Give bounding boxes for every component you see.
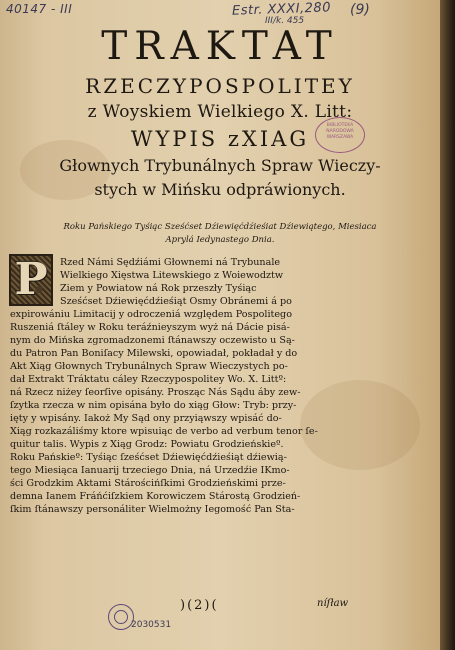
handwritten-number: (9)	[350, 2, 370, 18]
body-line: demna Ianem Fráńćiſzkiem Korowiczem Stárostą Grodzień-	[10, 491, 301, 502]
stamp-text-1: BIBLIOTEKA	[326, 123, 354, 128]
body-line: dał Extrakt Tráktatu cáley Rzeczypospolitey Wo. X. Littº:	[10, 374, 287, 385]
title-line-3: z Woyskiem Wielkiego X. Litt:	[87, 102, 353, 122]
body-line: Rzed Námi Sędźiámi Głownemi ná Trybunale	[60, 257, 281, 268]
stamp-text-2: NARODOWA	[326, 129, 354, 134]
body-line: nym do Mińska zgromadzonemi ſtánawszy oczewisto u Są-	[10, 335, 295, 346]
body-line: Wielkiego Xięstwa Litewskiego z Woiewodztw	[60, 270, 284, 281]
handwritten-shelfmark-left: 40147 - III	[6, 2, 73, 16]
initial-letter: P	[14, 254, 48, 305]
page-number: )(2)(	[180, 598, 219, 613]
handwritten-shelfmark-small: III/k. 455	[265, 16, 305, 26]
inventory-number: 2030531	[131, 620, 172, 630]
body-line: Akt Xiąg Głownych Trybunálnych Spraw Wieczystych po-	[10, 361, 288, 372]
body-line: ści Grodzkim Aktami Stárościńſkimi Grodzieńskimi prze-	[10, 478, 286, 489]
date-line-1: Roku Pańskiego Tyśiąc Sześćset Dźiewięćdźieśiat Dźiewiątego, Miesiaca	[63, 222, 377, 232]
stamp-text-3: WARSZAWA	[326, 135, 354, 140]
body-line: ſkim ſtánawszy personáliter Wielmożny Iegomość Pan Sta-	[10, 504, 295, 515]
title-line-5: Głownych Trybunálnych Spraw Wieczy-	[59, 156, 381, 175]
body-line: Roku Pańskieº: Tyśiąc ſześćset Dźiewięćdźieśiąt dźiewią-	[10, 452, 287, 463]
body-line: Ziem y Powiatow ná Rok przeszły Tyśiąc	[60, 283, 257, 294]
decorated-initial	[9, 254, 53, 306]
body-line: ná Rzecz niżey ſeorſive opisány. Prosząc Nás Sądu áby zew-	[10, 387, 301, 398]
handwritten-shelfmark-right: Estr. XXXI,280	[231, 0, 332, 19]
body-line: Xiąg rozkazáliśmy ktore wpisuiąc de verbo ad verbum tenor ſe-	[10, 426, 318, 437]
title-line-4: WYPIS zXIAG	[130, 127, 310, 151]
title-subtitle: RZECZYPOSPOLITEY	[85, 74, 355, 98]
body-line: quitur talis. Wypis z Xiąg Grodz: Powiatu Grodzieńskieº.	[10, 439, 284, 450]
date-line-2: Aprylá Iedynastego Dnia.	[165, 235, 275, 245]
stamp-inner-ring	[114, 610, 128, 624]
library-oval-stamp	[315, 117, 365, 153]
title-main: TRAKTAT	[101, 24, 339, 69]
body-line: Sześćset Dźiewięćdźieśiąt Osmy Obránemi á po	[60, 296, 292, 307]
body-line: expirowániu Limitacij y odroczeniá względem Pospolitego	[10, 309, 292, 320]
body-line: du Patron Pan Boniſacy Milewski, opowiadał, pokładał y do	[10, 348, 298, 359]
body-line: ięty y wpisány. Iakoż My Sąd ony przyiąwszy wpisáć do-	[10, 413, 282, 424]
body-line: Ruszeniá ſtáley w Roku teráźnieyszym wyż ná Dácie pisá-	[10, 322, 290, 333]
body-line: ſzytka rzecza w nim opisána było do xiąg Głow: Tryb: przy-	[10, 400, 297, 411]
book-spine-edge	[440, 0, 455, 650]
body-line: tego Miesiąca Ianuarij trzeciego Dnia, ná Urzedźie IKmo-	[10, 465, 290, 476]
title-line-6: stych w Mińsku odpráwionych.	[94, 180, 346, 199]
catchword: níſław	[317, 598, 349, 609]
